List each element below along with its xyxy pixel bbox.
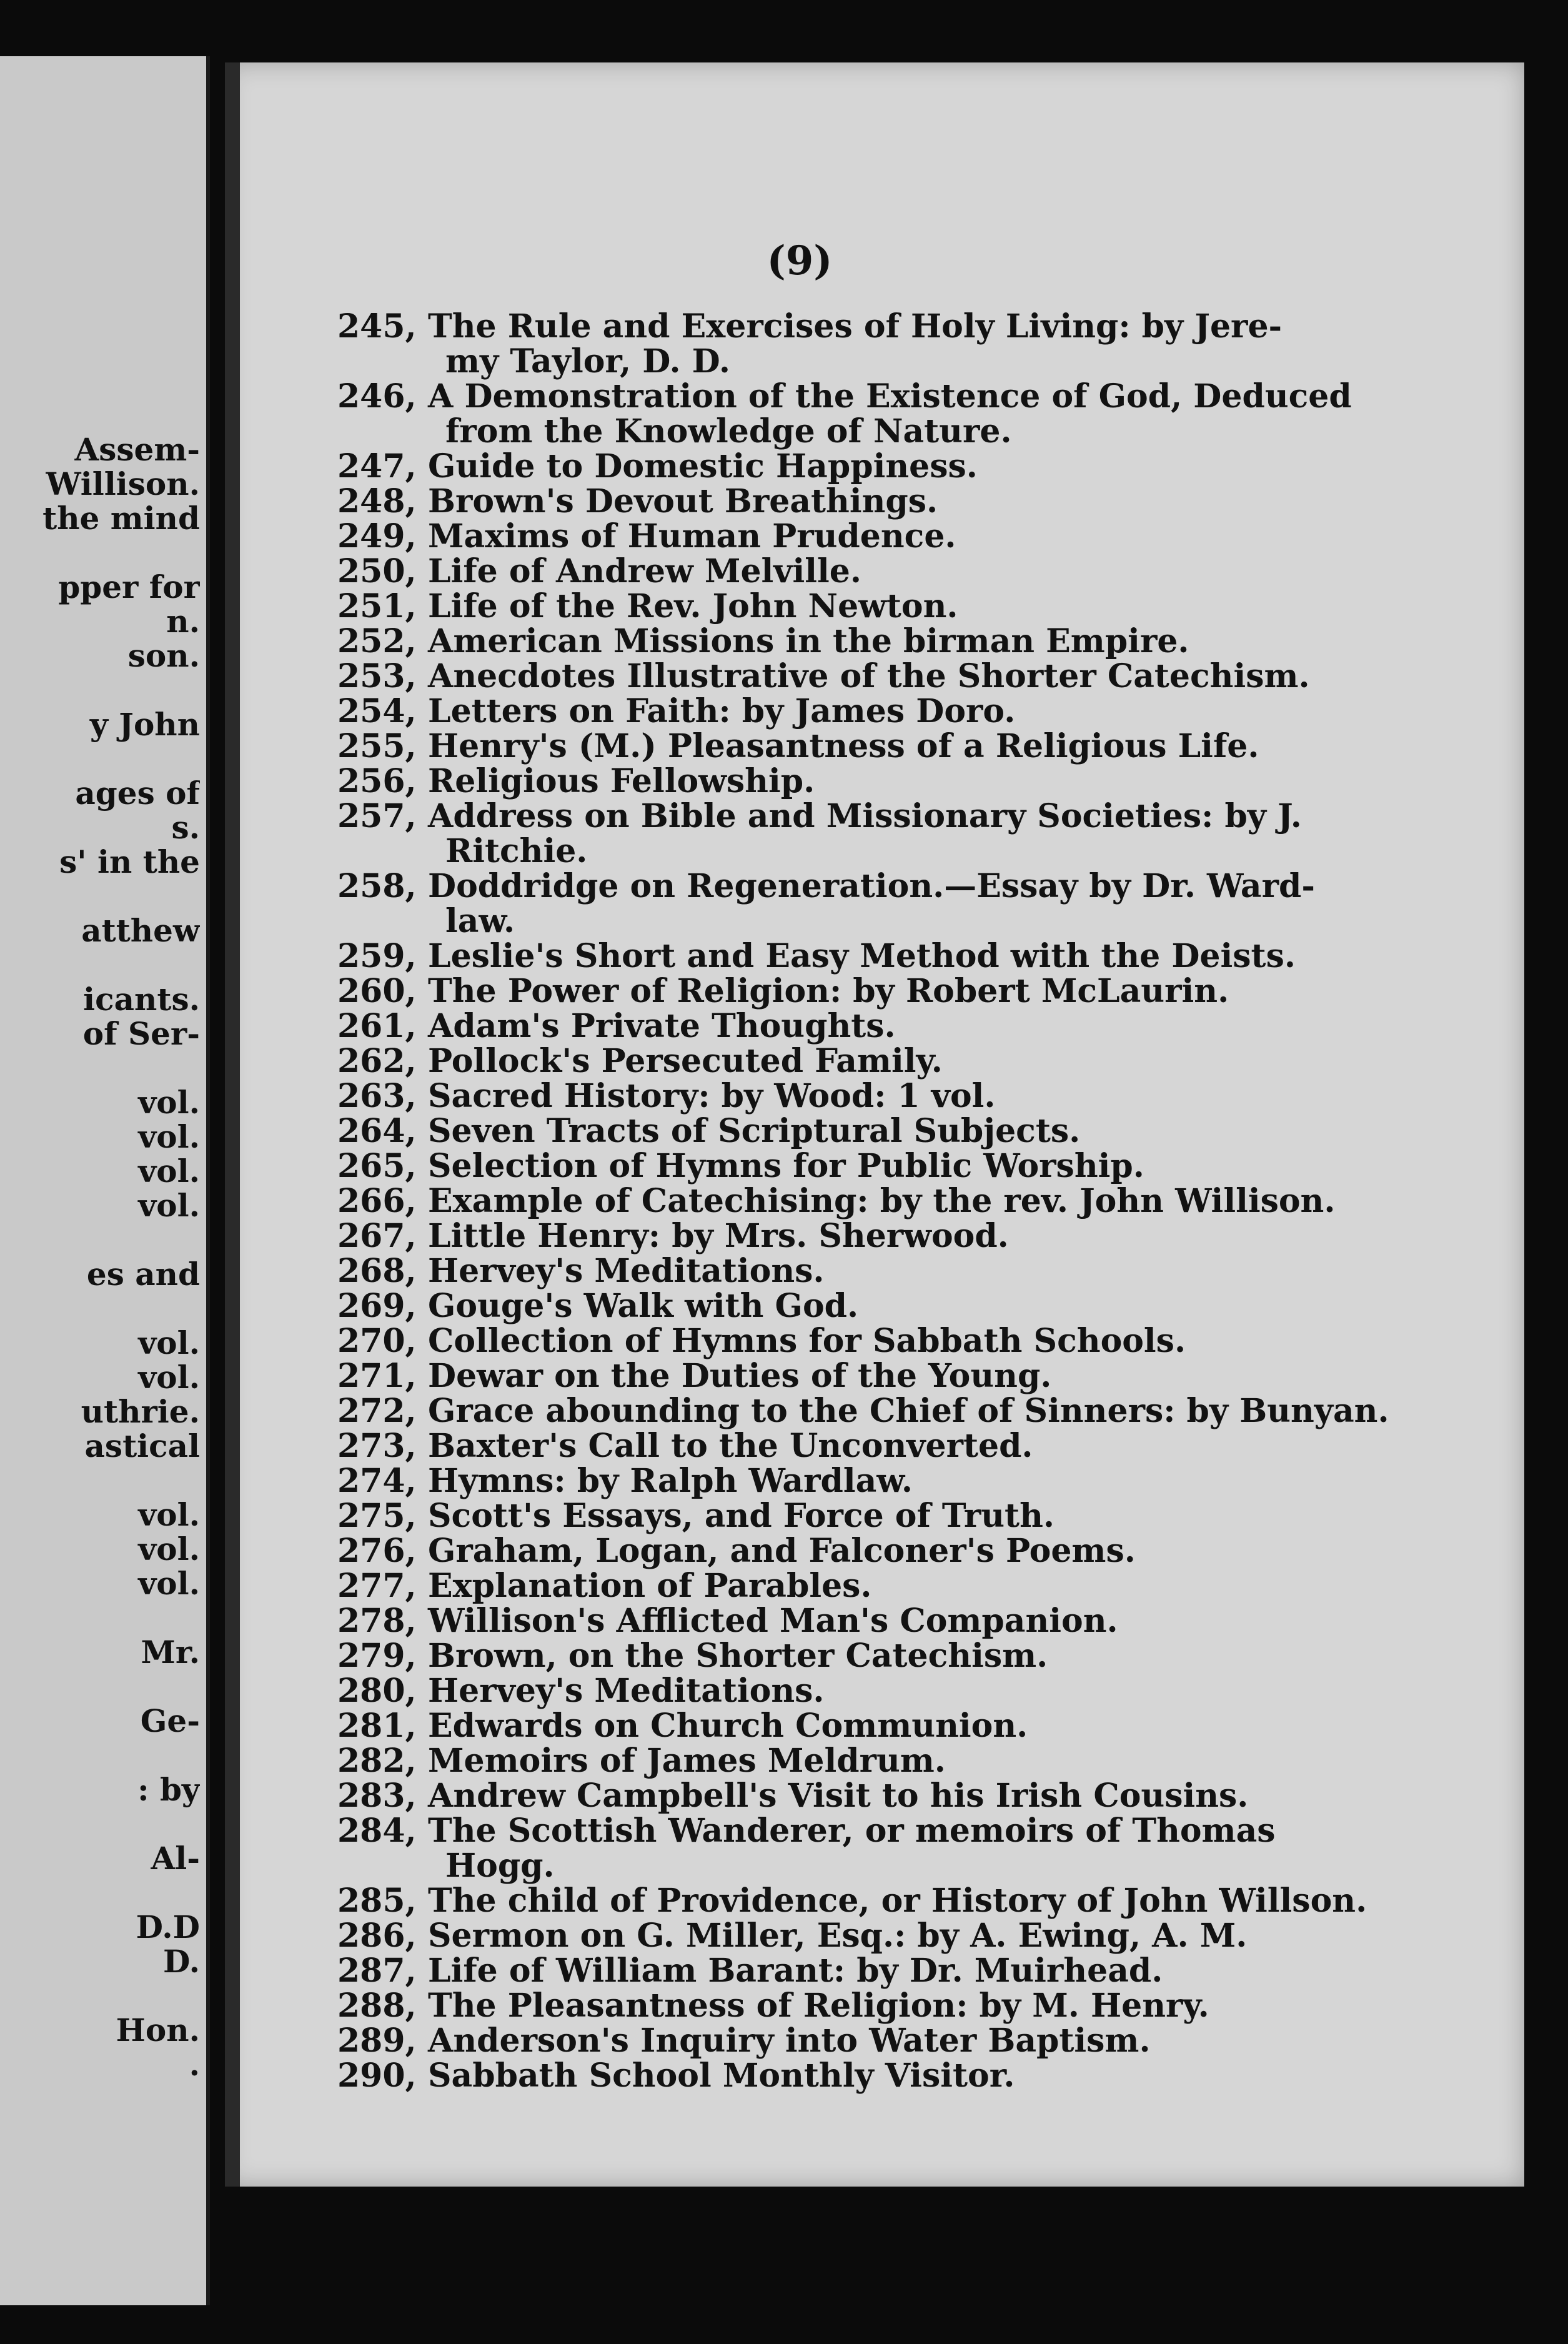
entry-number: 271, — [337, 1357, 417, 1395]
entry-title-block — [428, 449, 1499, 484]
left-page-line: Hon. — [116, 2012, 200, 2049]
entry-title: Selection of Hymns for Public Worship. — [428, 1147, 1144, 1185]
entry-number: 278, — [337, 1602, 417, 1640]
entry-title: Edwards on Church Communion. — [428, 1707, 1028, 1745]
entry-number: 280, — [337, 1672, 417, 1710]
entry-title: Letters on Faith: by James Doro. — [428, 692, 1016, 730]
left-page-line: atthew — [81, 912, 200, 949]
entry-title-block — [428, 379, 1499, 449]
entry-title-block — [428, 624, 1499, 659]
entry-title: Life of Andrew Melville. — [428, 552, 861, 590]
entry-number: 249, — [337, 517, 417, 555]
entry-number: 251, — [337, 587, 417, 625]
entry-title-block — [428, 1709, 1499, 1744]
entry-title: Sabbath School Monthly Visitor. — [428, 2057, 1015, 2095]
entry-title-block — [428, 554, 1499, 589]
entry-title-block — [428, 1324, 1499, 1359]
entry-number: 274, — [337, 1462, 417, 1500]
entry-title-block — [428, 1954, 1499, 1989]
catalog-entry — [337, 974, 1499, 1009]
left-page-line: s' in the — [59, 843, 200, 880]
left-page-line: uthrie. — [81, 1393, 200, 1430]
entry-number: 283, — [337, 1777, 417, 1815]
page-number: (9) — [767, 237, 833, 284]
entry-title: Maxims of Human Prudence. — [428, 517, 956, 555]
entry-title: Life of William Barant: by Dr. Muirhead. — [428, 1952, 1163, 1990]
entry-number: 260, — [337, 972, 417, 1010]
entry-title-block — [428, 1814, 1499, 1884]
catalog-entry — [337, 1639, 1499, 1674]
left-page-line: vol. — [138, 1084, 200, 1121]
catalog-entry — [337, 1254, 1499, 1289]
entry-title-block — [428, 729, 1499, 764]
entry-title: Anderson's Inquiry into Water Baptism. — [428, 2022, 1151, 2060]
left-page-line: vol. — [138, 1496, 200, 1533]
entry-number: 265, — [337, 1147, 417, 1185]
entry-title: Brown's Devout Breathings. — [428, 482, 938, 520]
entry-number: 288, — [337, 1987, 417, 2025]
entry-title-block — [428, 1639, 1499, 1674]
catalog-entry — [337, 1394, 1499, 1429]
entry-title-block — [428, 1499, 1499, 1534]
catalog-entry — [337, 764, 1499, 799]
entry-title: Grace abounding to the Chief of Sinners: by Bunyan. — [428, 1392, 1389, 1430]
entry-title-block — [428, 1394, 1499, 1429]
entry-number: 286, — [337, 1917, 417, 1955]
entry-title: Hervey's Meditations. — [428, 1252, 825, 1290]
entry-number: 287, — [337, 1952, 417, 1990]
catalog-entry — [337, 484, 1499, 519]
catalog-entry — [337, 589, 1499, 624]
entry-number: 268, — [337, 1252, 417, 1290]
entry-title: Scott's Essays, and Force of Truth. — [428, 1497, 1054, 1535]
entry-title-block — [428, 1079, 1499, 1114]
catalog-entry — [337, 554, 1499, 589]
entry-title-block — [428, 799, 1499, 869]
entry-title: Willison's Afflicted Man's Companion. — [428, 1602, 1118, 1640]
entry-title-block — [428, 1219, 1499, 1254]
entry-number: 273, — [337, 1427, 417, 1465]
entry-number: 281, — [337, 1707, 417, 1745]
entry-title: Memoirs of James Meldrum. — [428, 1742, 946, 1780]
entry-title-block — [428, 764, 1499, 799]
entry-number: 277, — [337, 1567, 417, 1605]
entry-title: Sacred History: by Wood: 1 vol. — [428, 1077, 996, 1115]
entry-title-block — [428, 2058, 1499, 2093]
left-page-line: pper for — [58, 569, 200, 605]
catalog-entry — [337, 1779, 1499, 1814]
catalog-entry — [337, 1359, 1499, 1394]
left-page-line: Willison. — [46, 465, 200, 502]
catalog-entry — [337, 1079, 1499, 1114]
entry-number: 246, — [337, 377, 417, 415]
catalog-entry — [337, 379, 1499, 449]
left-page-line: : by — [137, 1771, 200, 1808]
entry-title-block — [428, 1604, 1499, 1639]
entry-title-continuation: Hogg. — [445, 1847, 555, 1885]
entry-title: Guide to Domestic Happiness. — [428, 447, 978, 485]
left-page-line: vol. — [138, 1324, 200, 1361]
entry-title: Pollock's Persecuted Family. — [428, 1042, 943, 1080]
entry-title: Little Henry: by Mrs. Sherwood. — [428, 1217, 1009, 1255]
catalog-entry — [337, 1464, 1499, 1499]
entry-title: Seven Tracts of Scriptural Subjects. — [428, 1112, 1081, 1150]
entry-title: Dewar on the Duties of the Young. — [428, 1357, 1052, 1395]
entry-number: 282, — [337, 1742, 417, 1780]
entry-title-block — [428, 1989, 1499, 2024]
catalog-entry — [337, 939, 1499, 974]
entry-number: 285, — [337, 1882, 417, 1920]
entry-title-block — [428, 1919, 1499, 1954]
entry-title-block — [428, 1429, 1499, 1464]
catalog-entry — [337, 1569, 1499, 1604]
entry-title: Andrew Campbell's Visit to his Irish Cousins. — [428, 1777, 1249, 1815]
entry-number: 262, — [337, 1042, 417, 1080]
left-page-fragment — [0, 56, 210, 2305]
left-page-line: the mind — [42, 500, 200, 537]
entry-number: 258, — [337, 867, 417, 905]
catalog-entry — [337, 1744, 1499, 1779]
left-page-line: vol. — [138, 1565, 200, 1602]
entry-number: 276, — [337, 1532, 417, 1570]
left-page-line: y John — [89, 706, 200, 743]
catalog-entry — [337, 1814, 1499, 1884]
entry-title: Adam's Private Thoughts. — [428, 1007, 896, 1045]
left-page-line: Al- — [151, 1840, 200, 1877]
catalog-list — [337, 309, 1499, 2093]
entry-title-block — [428, 939, 1499, 974]
entry-title-block — [428, 1674, 1499, 1709]
entry-number: 248, — [337, 482, 417, 520]
entry-title: Henry's (M.) Pleasantness of a Religious Life. — [428, 727, 1259, 765]
catalog-entry — [337, 1884, 1499, 1919]
entry-title: Gouge's Walk with God. — [428, 1287, 859, 1325]
entry-title-block — [428, 869, 1499, 939]
entry-number: 275, — [337, 1497, 417, 1535]
entry-title-block — [428, 309, 1499, 379]
catalog-entry — [337, 694, 1499, 729]
left-page-line: n. — [166, 603, 200, 640]
entry-title: Hervey's Meditations. — [428, 1672, 825, 1710]
entry-title-block — [428, 1464, 1499, 1499]
entry-number: 256, — [337, 762, 417, 800]
entry-number: 272, — [337, 1392, 417, 1430]
entry-number: 250, — [337, 552, 417, 590]
entry-title-continuation: from the Knowledge of Nature. — [445, 412, 1012, 450]
catalog-entry — [337, 1114, 1499, 1149]
entry-title: Doddridge on Regeneration.—Essay by Dr. Ward- — [428, 867, 1315, 905]
catalog-entry — [337, 1289, 1499, 1324]
entry-title-block — [428, 1534, 1499, 1569]
entry-title: A Demonstration of the Existence of God, Deduced — [428, 377, 1352, 415]
catalog-entry — [337, 1919, 1499, 1954]
left-page-line: Ge- — [140, 1702, 200, 1739]
entry-number: 279, — [337, 1637, 417, 1675]
left-page-line: es and — [86, 1256, 200, 1293]
left-page-line: vol. — [138, 1187, 200, 1224]
catalog-entry — [337, 519, 1499, 554]
catalog-entry — [337, 1149, 1499, 1184]
catalog-entry — [337, 2024, 1499, 2058]
entry-title-block — [428, 1779, 1499, 1814]
entry-title-continuation: my Taylor, D. D. — [445, 342, 731, 380]
left-page-line: D.D — [136, 1909, 200, 1945]
entry-title-block — [428, 659, 1499, 694]
catalog-entry — [337, 799, 1499, 869]
entry-number: 245, — [337, 307, 417, 345]
entry-number: 253, — [337, 657, 417, 695]
entry-number: 259, — [337, 937, 417, 975]
entry-number: 257, — [337, 797, 417, 835]
entry-title-continuation: Ritchie. — [445, 832, 588, 870]
left-page-line: ages of — [75, 775, 200, 812]
entry-title: Anecdotes Illustrative of the Shorter Catechism. — [428, 657, 1310, 695]
left-page-line: vol. — [138, 1359, 200, 1396]
entry-title: Hymns: by Ralph Wardlaw. — [428, 1462, 913, 1500]
entry-title-block — [428, 1044, 1499, 1079]
entry-title: Address on Bible and Missionary Societies: by J. — [428, 797, 1302, 835]
entry-title-block — [428, 1009, 1499, 1044]
entry-title: American Missions in the birman Empire. — [428, 622, 1189, 660]
entry-title-block — [428, 694, 1499, 729]
left-page-line: son. — [127, 637, 200, 674]
catalog-entry — [337, 1429, 1499, 1464]
entry-title: Leslie's Short and Easy Method with the Deists. — [428, 937, 1296, 975]
left-page-line: s. — [171, 809, 200, 846]
catalog-entry — [337, 1184, 1499, 1219]
entry-number: 284, — [337, 1812, 417, 1850]
catalog-entry — [337, 1499, 1499, 1534]
left-page-line: Mr. — [141, 1634, 200, 1671]
left-page-line: vol. — [138, 1153, 200, 1189]
entry-title: Collection of Hymns for Sabbath Schools. — [428, 1322, 1186, 1360]
catalog-entry — [337, 309, 1499, 379]
catalog-entry — [337, 729, 1499, 764]
entry-title: Religious Fellowship. — [428, 762, 815, 800]
left-page-line: astical — [84, 1428, 200, 1464]
catalog-entry — [337, 1009, 1499, 1044]
entry-title-block — [428, 1744, 1499, 1779]
catalog-entry — [337, 659, 1499, 694]
entry-title-block — [428, 2024, 1499, 2058]
catalog-entry — [337, 1044, 1499, 1079]
catalog-entry — [337, 1219, 1499, 1254]
left-page-line: vol. — [138, 1531, 200, 1567]
entry-number: 266, — [337, 1182, 417, 1220]
catalog-entry — [337, 449, 1499, 484]
left-page-line: vol. — [138, 1118, 200, 1155]
left-page-line: . — [189, 2046, 200, 2083]
catalog-entry — [337, 1954, 1499, 1989]
right-page — [225, 62, 1524, 2187]
entry-title: The child of Providence, or History of John Willson. — [428, 1882, 1367, 1920]
entry-title: The Rule and Exercises of Holy Living: by Jere- — [428, 307, 1283, 345]
left-page-line: of Ser- — [82, 1015, 200, 1052]
entry-title-block — [428, 1184, 1499, 1219]
catalog-entry — [337, 2058, 1499, 2093]
entry-title-block — [428, 1289, 1499, 1324]
entry-title-block — [428, 484, 1499, 519]
catalog-entry — [337, 1324, 1499, 1359]
entry-number: 247, — [337, 447, 417, 485]
entry-title-block — [428, 1884, 1499, 1919]
entry-title: Example of Catechising: by the rev. John Willison. — [428, 1182, 1336, 1220]
entry-title-block — [428, 1149, 1499, 1184]
entry-title-block — [428, 1569, 1499, 1604]
catalog-entry — [337, 1534, 1499, 1569]
entry-title-block — [428, 519, 1499, 554]
entry-number: 264, — [337, 1112, 417, 1150]
entry-number: 261, — [337, 1007, 417, 1045]
entry-number: 290, — [337, 2057, 417, 2095]
catalog-entry — [337, 624, 1499, 659]
catalog-entry — [337, 1989, 1499, 2024]
entry-title-continuation: law. — [445, 902, 515, 940]
left-page-line: D. — [163, 1943, 200, 1980]
entry-title: Brown, on the Shorter Catechism. — [428, 1637, 1048, 1675]
catalog-entry — [337, 1674, 1499, 1709]
entry-title-block — [428, 974, 1499, 1009]
entry-title: The Power of Religion: by Robert McLaurin. — [428, 972, 1229, 1010]
entry-number: 269, — [337, 1287, 417, 1325]
entry-title: Life of the Rev. John Newton. — [428, 587, 958, 625]
entry-title: Sermon on G. Miller, Esq.: by A. Ewing, A. M. — [428, 1917, 1248, 1955]
entry-title: Baxter's Call to the Unconverted. — [428, 1427, 1033, 1465]
entry-title: Explanation of Parables. — [428, 1567, 872, 1605]
entry-number: 289, — [337, 2022, 417, 2060]
entry-number: 255, — [337, 727, 417, 765]
entry-number: 263, — [337, 1077, 417, 1115]
entry-title-block — [428, 1359, 1499, 1394]
catalog-entry — [337, 869, 1499, 939]
entry-number: 254, — [337, 692, 417, 730]
entry-number: 252, — [337, 622, 417, 660]
entry-title-block — [428, 1254, 1499, 1289]
entry-title-block — [428, 1114, 1499, 1149]
entry-title: Graham, Logan, and Falconer's Poems. — [428, 1532, 1136, 1570]
catalog-entry — [337, 1604, 1499, 1639]
catalog-entry — [337, 1709, 1499, 1744]
entry-title: The Pleasantness of Religion: by M. Henry. — [428, 1987, 1209, 2025]
left-page-line: Assem- — [74, 431, 200, 468]
entry-number: 267, — [337, 1217, 417, 1255]
entry-number: 270, — [337, 1322, 417, 1360]
entry-title: The Scottish Wanderer, or memoirs of Thomas — [428, 1812, 1276, 1850]
entry-title-block — [428, 589, 1499, 624]
left-page-line: icants. — [83, 981, 200, 1018]
